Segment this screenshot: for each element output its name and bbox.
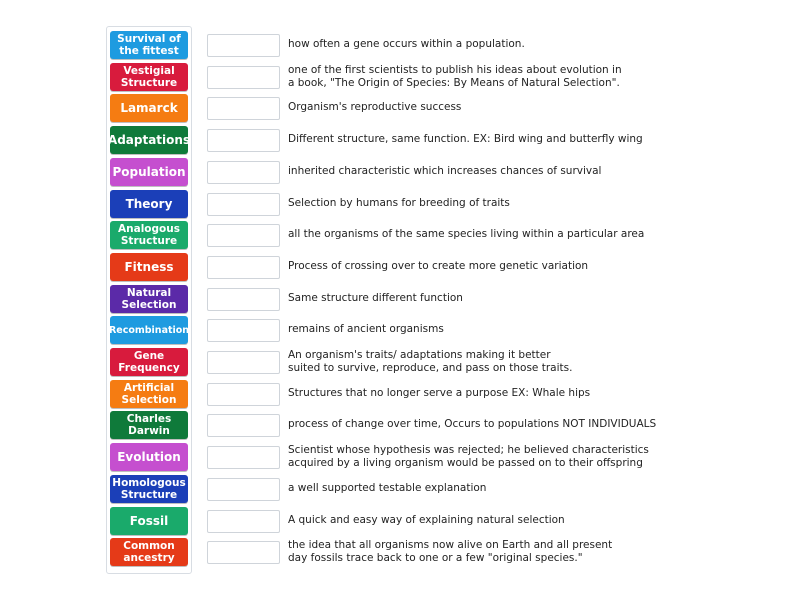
definition-text: Selection by humans for breeding of traits [288,197,510,209]
definition-text: a well supported testable explanation [288,482,487,494]
definition-text: Structures that no longer serve a purpose EX: Whale hips [288,387,591,399]
drop-slot[interactable] [207,161,280,184]
term-label: Artificial Selection [121,382,177,406]
term-tile[interactable] [110,158,188,186]
definition-text: An organism's traits/ adaptations making it better suited to survive, reproduce, and pass on those traits. [288,349,573,374]
drop-slot[interactable] [207,97,280,120]
term-label: Fitness [124,260,174,274]
definition-text: Scientist whose hypothesis was rejected; he believed characteristics acquired by a living organism would be passed on to their offspring [288,444,649,469]
definition-text: one of the first scientists to publish his ideas about evolution in a book, "The Origin of Species: By Means of Natural Selection". [288,64,622,89]
term-tile[interactable] [110,507,188,535]
term-tile[interactable] [110,253,188,281]
definition-text: the idea that all organisms now alive on Earth and all present day fossils trace back to one or a few "original species." [288,539,613,564]
drop-slot[interactable] [207,414,280,437]
term-label: Theory [125,197,173,211]
definition-text: process of change over time, Occurs to populations NOT INDIVIDUALS [288,418,657,430]
term-label: Vestigial Structure [120,65,178,89]
definition-text: Same structure different function [288,292,463,304]
definition-text: how often a gene occurs within a population. [288,38,525,50]
term-tile[interactable] [110,443,188,471]
term-tile[interactable] [110,63,188,91]
definition-text: Process of crossing over to create more genetic variation [288,260,589,272]
term-label: Population [112,165,186,179]
definition-text: remains of ancient organisms [288,323,444,335]
definition-text: Different structure, same function. EX: Bird wing and butterfly wing [288,133,643,145]
term-label: Natural Selection [121,287,177,311]
drop-slot[interactable] [207,319,280,342]
drop-slot[interactable] [207,351,280,374]
term-tile[interactable] [110,538,188,566]
term-tile[interactable] [107,126,191,154]
term-label: Homologous Structure [112,477,186,501]
term-tile[interactable] [110,285,188,313]
definition-text: A quick and easy way of explaining natural selection [288,514,565,526]
term-tile[interactable] [110,190,188,218]
term-label: Recombination [108,324,190,336]
drop-slot[interactable] [207,288,280,311]
drop-slot[interactable] [207,541,280,564]
term-label: Common ancestry [123,540,175,564]
definition-text: inherited characteristic which increases chances of survival [288,165,602,177]
drop-slot[interactable] [207,224,280,247]
term-tile[interactable] [110,316,188,344]
term-label: Charles Darwin [126,413,172,437]
definition-text: Organism's reproductive success [288,101,462,113]
drop-slot[interactable] [207,256,280,279]
term-tile[interactable] [110,94,188,122]
drop-slot[interactable] [207,383,280,406]
term-tile[interactable] [110,380,188,408]
drop-slot[interactable] [207,478,280,501]
term-label: Lamarck [120,101,178,115]
term-tile[interactable] [110,411,188,439]
term-label: Adaptations [107,133,191,147]
drop-slot[interactable] [207,193,280,216]
drop-slot[interactable] [207,34,280,57]
term-label: Gene Frequency [118,350,180,374]
drop-slot[interactable] [207,66,280,89]
term-label: Evolution [117,450,181,464]
drop-slot[interactable] [207,510,280,533]
term-tile[interactable] [110,475,188,503]
drop-slot[interactable] [207,129,280,152]
drop-slot[interactable] [207,446,280,469]
term-label: Fossil [129,514,169,528]
term-label: Analogous Structure [118,223,180,247]
term-tile[interactable] [110,348,188,376]
definition-text: all the organisms of the same species living within a particular area [288,228,645,240]
term-tile[interactable] [110,221,188,249]
term-tile[interactable] [110,31,188,59]
term-label: Survival of the fittest [117,33,181,57]
